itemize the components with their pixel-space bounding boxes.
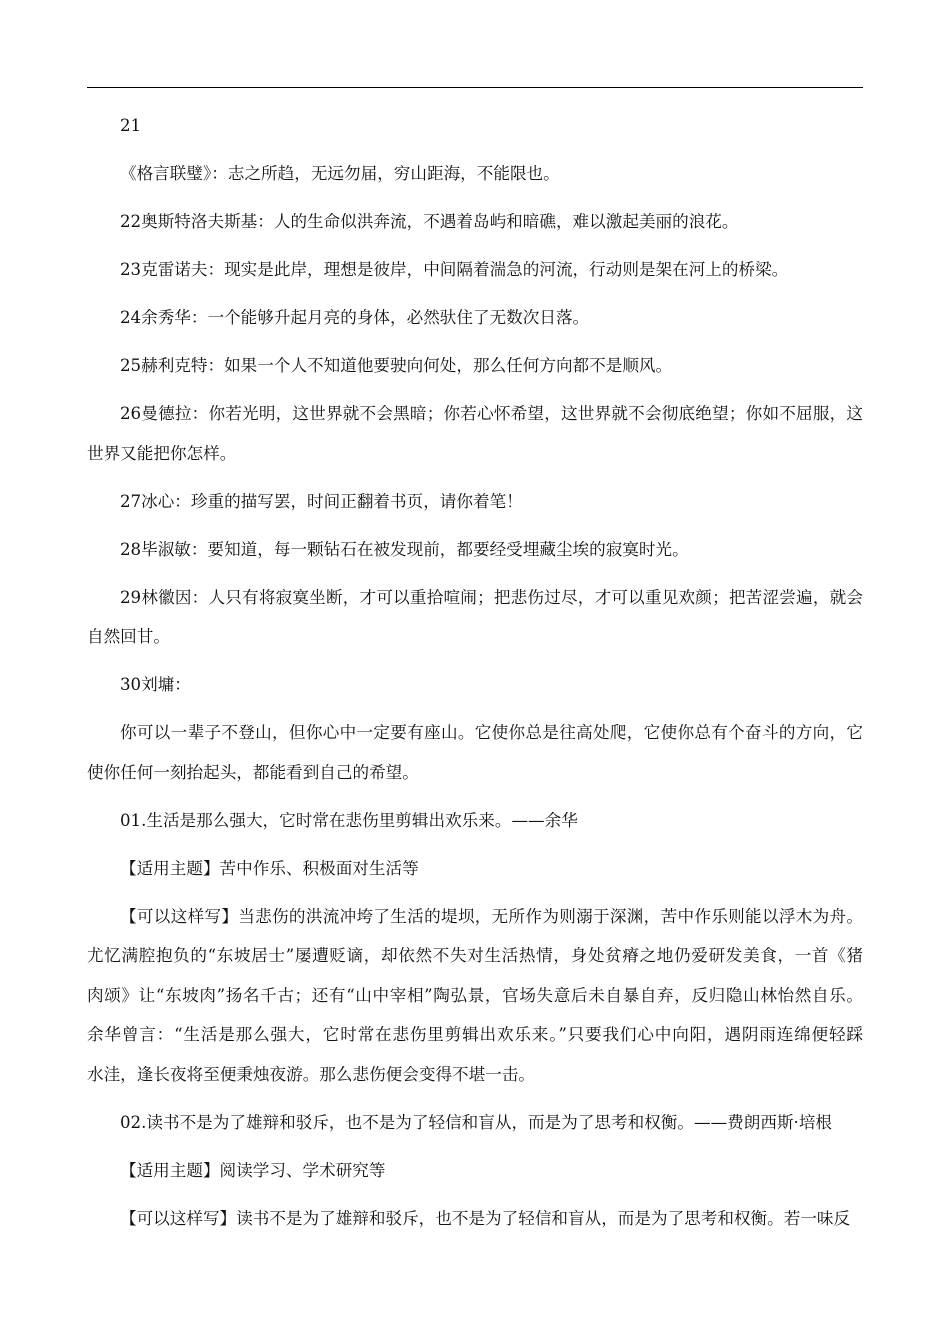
paragraph (87, 897, 863, 1095)
paragraph-line: 24余秀华：一个能够升起月亮的身体，必然驮住了无数次日落。 (120, 308, 590, 327)
paragraph-line: 水洼，逢长夜将至便秉烛夜游。那么悲伤便会变得不堪一击。 (87, 1064, 536, 1084)
paragraph-line: 《格言联璧》：志之所趋，无远勿届，穷山距海，不能限也。 (120, 164, 560, 183)
paragraph (87, 394, 863, 473)
paragraph (87, 250, 863, 290)
paragraph-line: 23克雷诺夫：现实是此岸，理想是彼岸，中间隔着湍急的河流，行动则是架在河上的桥梁。 (120, 260, 789, 279)
paragraph-line: 22奥斯特洛夫斯基：人的生命似洪奔流，不遇着岛屿和暗礁，难以激起美丽的浪花。 (120, 212, 739, 231)
paragraph (87, 154, 863, 194)
paragraph-line: 尤忆满腔抱负的“东坡居士”屡遭贬谪，却依然不失对生活热情，身处贫瘠之地仍爱研发美食，一首《猪 (87, 946, 863, 965)
paragraph (87, 530, 863, 570)
paragraph (87, 482, 863, 522)
paragraph (87, 202, 863, 242)
paragraph-line: 【可以这样写】读书不是为了雄辩和驳斥，也不是为了轻信和盲从，而是为了思考和权衡。若一味反 (120, 1208, 851, 1228)
paragraph-line: 25赫利克特：如果一个人不知道他要驶向何处，那么任何方向都不是顺风。 (120, 356, 673, 375)
paragraph (87, 1103, 863, 1143)
header-rule (87, 87, 863, 88)
paragraph-line: 27冰心：珍重的描写罢，时间正翻着书页，请你着笔！ (120, 491, 523, 511)
paragraph-line: 【适用主题】阅读学习、学术研究等 (120, 1160, 386, 1180)
paragraph (87, 1151, 863, 1191)
paragraph (87, 849, 863, 889)
paragraph-line: 你可以一辈子不登山，但你心中一定要有座山。它使你总是往高处爬，它使你总有个奋斗的方向，它 (120, 723, 863, 742)
paragraph (87, 665, 863, 705)
paragraph-line: 26曼德拉：你若光明，这世界就不会黑暗；你若心怀希望，这世界就不会彻底绝望；你如不屈服，这 (120, 404, 863, 423)
paragraph-line: 30刘墉： (120, 675, 191, 694)
paragraph (87, 106, 863, 146)
paragraph-line: 余华曾言：“生活是那么强大，它时常在悲伤里剪辑出欢乐来。”只要我们心中向阳，遇阴雨连绵便轻踩 (87, 1025, 863, 1044)
paragraph-line: 28毕淑敏：要知道，每一颗钻石在被发现前，都要经受埋藏尘埃的寂寞时光。 (120, 539, 689, 559)
paragraph-line: 世界又能把你怎样。 (87, 443, 237, 463)
paragraph-line: 【适用主题】苦中作乐、积极面对生活等 (120, 858, 419, 878)
paragraph (87, 578, 863, 657)
paragraph (87, 346, 863, 386)
document-body (87, 106, 863, 1247)
paragraph-line: 01.生活是那么强大，它时常在悲伤里剪辑出欢乐来。——余华 (120, 810, 578, 830)
paragraph-line: 肉颂》让“东坡肉”扬名千古；还有“山中宰相”陶弘景，官场失意后未自暴自弃，反归隐山林怡然自乐。 (87, 985, 863, 1005)
paragraph-line: 【可以这样写】当悲伤的洪流冲垮了生活的堤坝，无所作为则溺于深渊，苦中作乐则能以浮木为舟。 (120, 906, 863, 926)
paragraph-line: 21 (120, 116, 142, 135)
paragraph (87, 298, 863, 338)
paragraph (87, 713, 863, 792)
paragraph (87, 1199, 863, 1239)
paragraph-line: 使你任何一刻抬起头，都能看到自己的希望。 (87, 762, 419, 782)
paragraph-line: 自然回甘。 (87, 627, 170, 646)
paragraph (87, 801, 863, 841)
paragraph-line: 29林徽因：人只有将寂寞坐断，才可以重拾喧闹；把悲伤过尽，才可以重见欢颜；把苦涩尝遍，就会 (120, 587, 863, 607)
paragraph-line: 02.读书不是为了雄辩和驳斥，也不是为了轻信和盲从，而是为了思考和权衡。——费朗西斯·培根 (120, 1112, 833, 1132)
